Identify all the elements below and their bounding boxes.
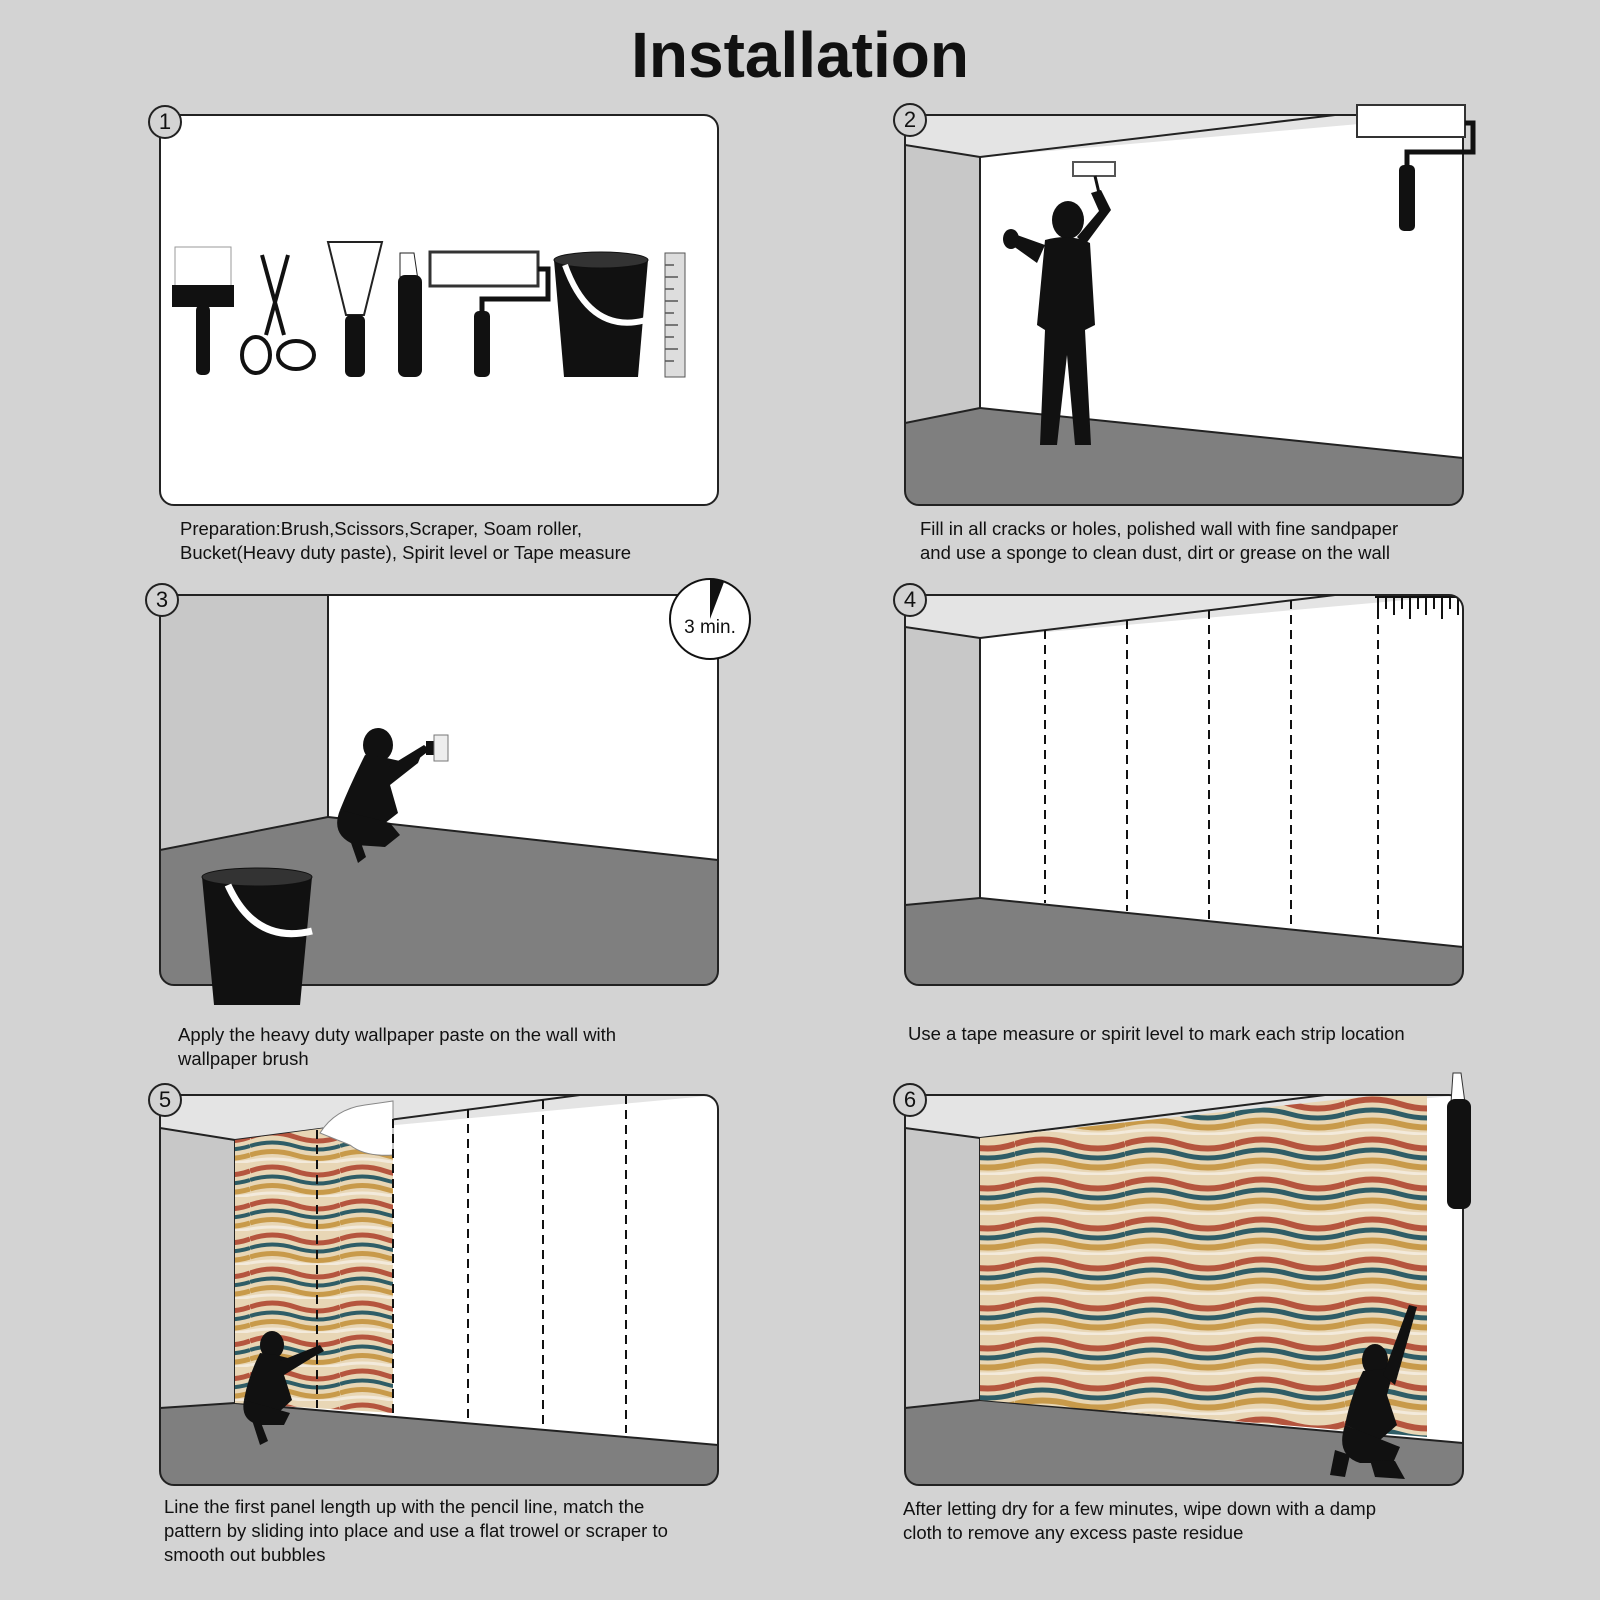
step-1-illustration: [160, 115, 720, 515]
step-caption: Preparation:Brush,Scissors,Scraper, Soam roller, Bucket(Heavy duty paste), Spirit level or Tape measure: [180, 518, 632, 563]
step-caption: Apply the heavy duty wallpaper paste on the wall with wallpaper brush: [178, 1024, 617, 1069]
step-5: [158, 1087, 720, 1565]
bucket-icon: [202, 868, 312, 1005]
step-number: 3: [145, 583, 179, 617]
step-1: [158, 109, 720, 563]
page-title: Installation: [631, 19, 969, 91]
bucket-icon: [554, 252, 648, 377]
step-4: [903, 587, 1465, 1044]
step-number: 1: [148, 105, 182, 139]
timer-icon: [670, 579, 750, 659]
step-caption: Line the first panel length up with the pencil line, match the pattern by sliding into place and use a flat trowel or scraper to smooth out bubbles: [164, 1496, 668, 1565]
step-5-illustration: [160, 1095, 720, 1495]
step-number: 2: [893, 103, 927, 137]
step-number: 6: [893, 1083, 927, 1117]
step-3-illustration: [160, 595, 760, 1015]
step-2-illustration: [905, 115, 1465, 515]
step-caption: After letting dry for a few minutes, wipe down with a damp cloth to remove any excess paste residue: [903, 1498, 1376, 1543]
step-3: [155, 587, 736, 1069]
step-6: [903, 1087, 1465, 1543]
step-2: [903, 107, 1465, 563]
step-4-illustration: [905, 595, 1465, 995]
step-caption: Use a tape measure or spirit level to mark each strip location: [908, 1023, 1405, 1044]
step-6-illustration: [905, 1095, 1465, 1495]
ruler-icon: [665, 253, 685, 377]
step-number: 4: [893, 583, 927, 617]
step-caption: Fill in all cracks or holes, polished wall with fine sandpaper and use a sponge to clean dust, dirt or grease on the wall: [920, 518, 1399, 563]
knife-icon: [1447, 1073, 1471, 1209]
timer-label: 3 min.: [684, 617, 736, 638]
step-number: 5: [148, 1083, 182, 1117]
